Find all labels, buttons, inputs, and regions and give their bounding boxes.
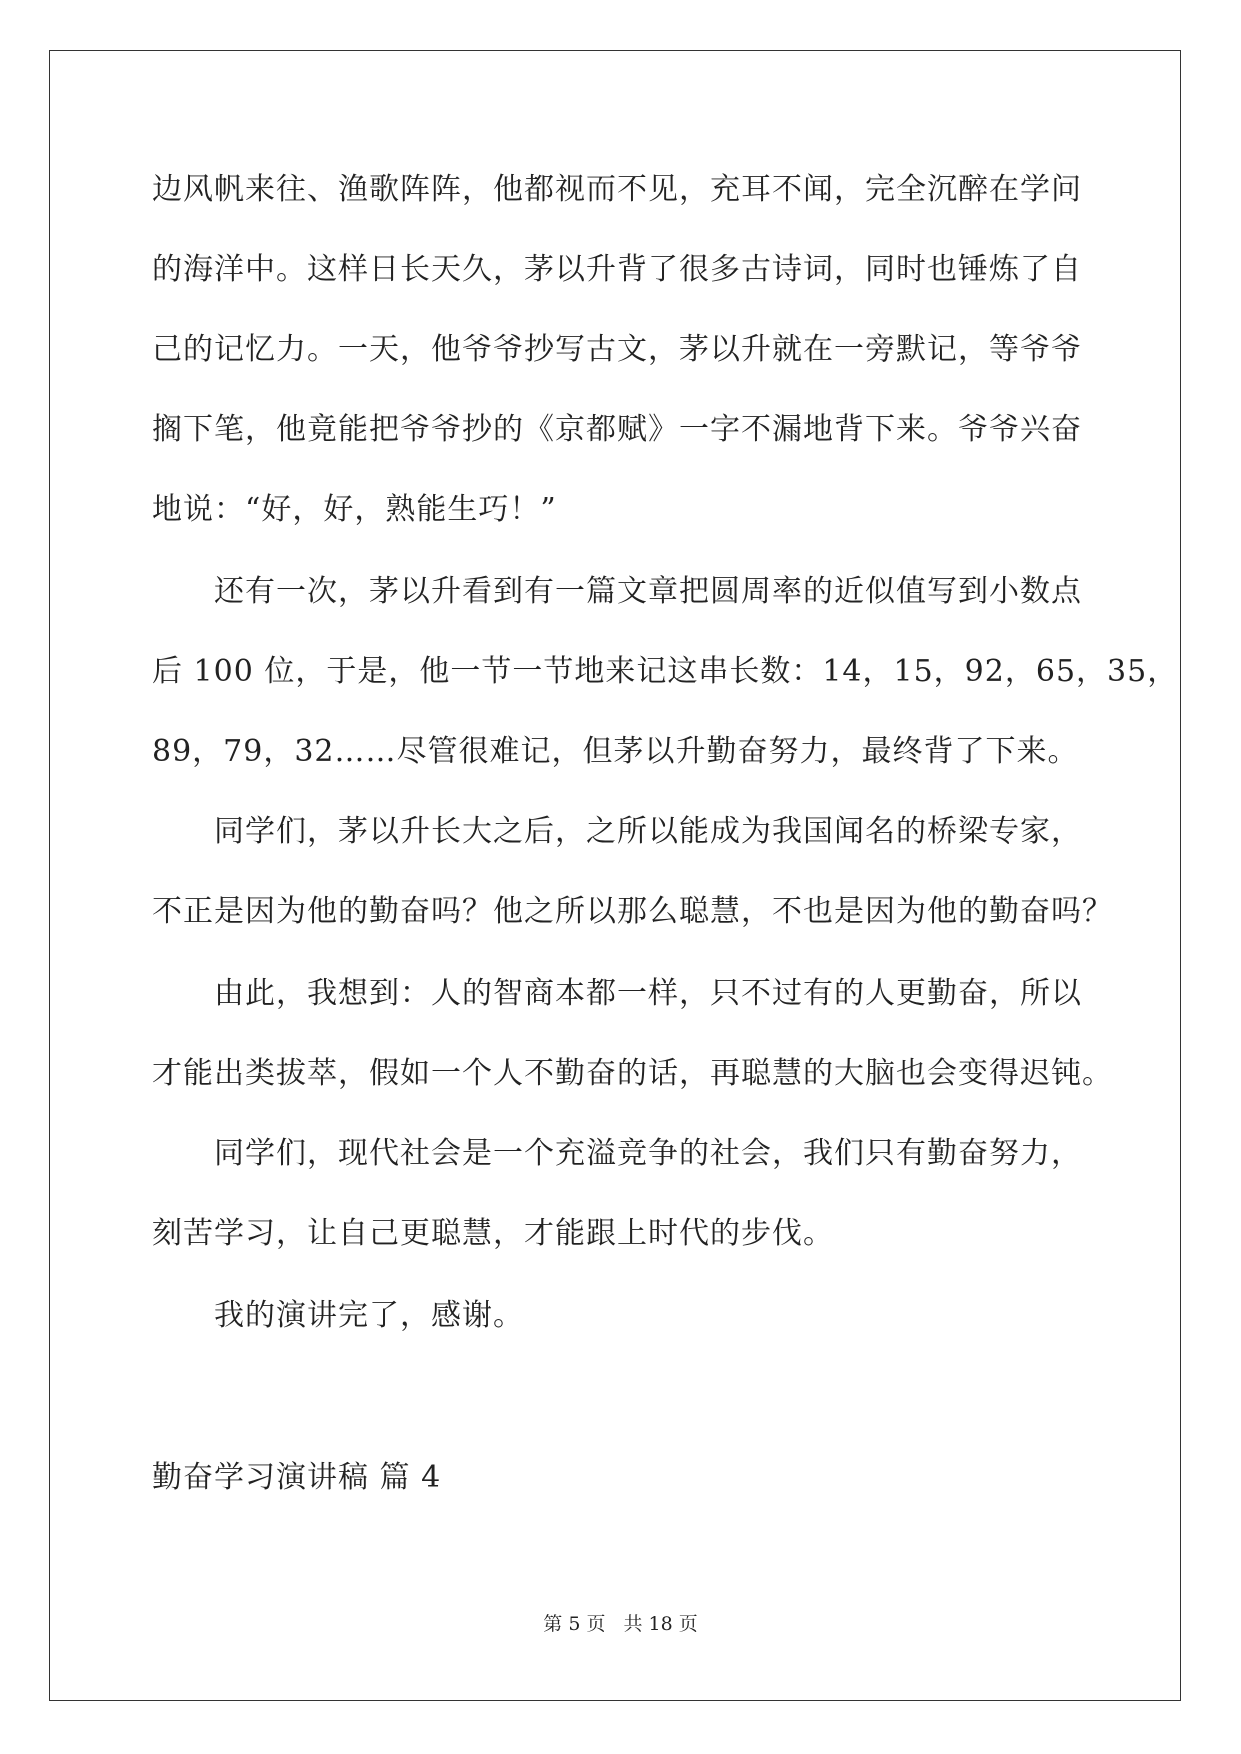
page-footer	[0, 1612, 1241, 1636]
paragraph-line: 不正是因为他的勤奋吗？他之所以那么聪慧，不也是因为他的勤奋吗？	[152, 894, 1113, 929]
paragraph-line: 同学们，茅以升长大之后，之所以能成为我国闻名的桥梁专家，	[214, 814, 1082, 849]
paragraph-line: 同学们，现代社会是一个充溢竞争的社会，我们只有勤奋努力，	[214, 1136, 1082, 1171]
paragraph-line: 边风帆来往、渔歌阵阵，他都视而不见，充耳不闻，完全沉醉在学问	[152, 172, 1082, 207]
page-total: 共 18 页	[623, 1613, 698, 1635]
paragraph-line: 我的演讲完了，感谢。	[214, 1298, 524, 1333]
paragraph-line: 才能出类拔萃，假如一个人不勤奋的话，再聪慧的大脑也会变得迟钝。	[152, 1056, 1113, 1091]
paragraph-line: 刻苦学习，让自己更聪慧，才能跟上时代的步伐。	[152, 1216, 834, 1251]
paragraph-line: 的海洋中。这样日长天久，茅以升背了很多古诗词，同时也锤炼了自	[152, 252, 1082, 287]
page-number: 第 5 页	[543, 1613, 606, 1635]
paragraph-line: 后 100 位，于是，他一节一节地来记这串长数：14，15，92，65，35，	[152, 654, 1179, 689]
paragraph-line: 还有一次，茅以升看到有一篇文章把圆周率的近似值写到小数点	[214, 574, 1082, 609]
paragraph-line: 地说：“好，好，熟能生巧！”	[152, 492, 557, 527]
page-border	[49, 50, 1181, 1701]
paragraph-line: 搁下笔，他竟能把爷爷抄的《京都赋》一字不漏地背下来。爷爷兴奋	[152, 412, 1082, 447]
paragraph-line: 由此，我想到：人的智商本都一样，只不过有的人更勤奋，所以	[214, 976, 1082, 1011]
paragraph-line: 己的记忆力。一天，他爷爷抄写古文，茅以升就在一旁默记，等爷爷	[152, 332, 1082, 367]
section-heading: 勤奋学习演讲稿 篇 4	[152, 1460, 442, 1495]
paragraph-line: 89，79，32……尽管很难记，但茅以升勤奋努力，最终背了下来。	[152, 734, 1079, 769]
